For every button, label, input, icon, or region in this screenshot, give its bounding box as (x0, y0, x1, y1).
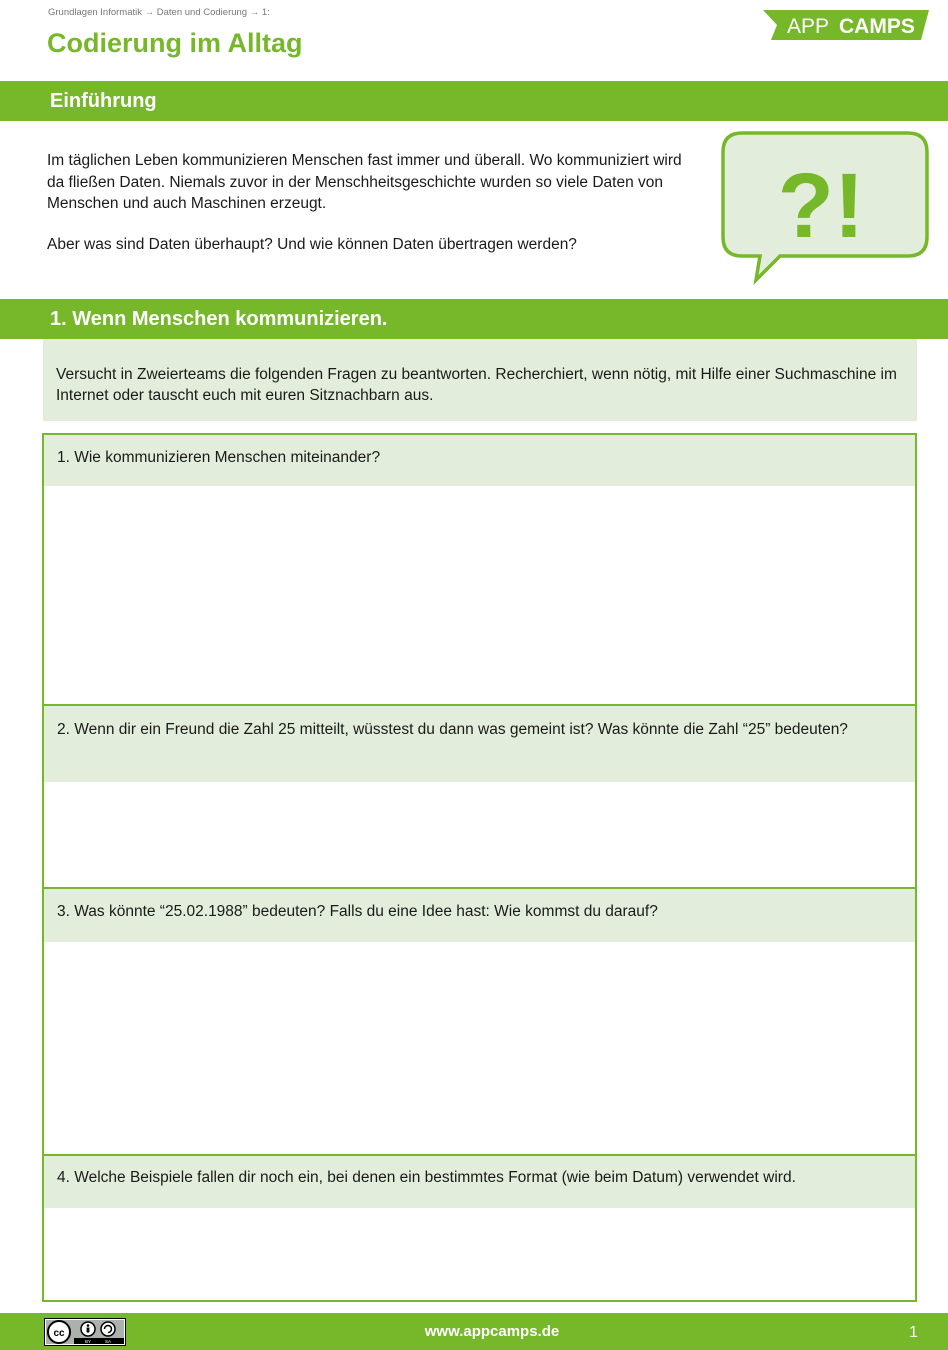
question-block (44, 887, 915, 1154)
website-link[interactable]: www.appcamps.de (424, 1323, 560, 1340)
question-block (44, 704, 915, 887)
question-3: 3. Was könnte “25.02.1988” bedeuten? Falls du eine Idee hast: Wie kommst du darauf? (44, 889, 915, 942)
appcamps-logo (763, 10, 929, 40)
intro-question: Aber was sind Daten überhaupt? Und wie können Daten übertragen werden? (47, 235, 577, 253)
intro-heading: Einführung (50, 90, 157, 112)
section-1-header (0, 299, 948, 339)
task-instructions: Versucht in Zweierteams die folgenden Fragen zu beantworten. Recherchiert, wenn nötig, mit Hilfe einer Suchmaschine im Internet oder tauscht euch mit euren Sitznachbarn aus. (43, 339, 917, 421)
svg-text:?!: ?! (777, 155, 865, 257)
breadcrumb: Grundlagen Informatik → Daten und Codierung → 1: (48, 7, 270, 18)
question-block (44, 435, 915, 704)
question-block (44, 1154, 915, 1300)
speech-bubble-icon (720, 130, 930, 286)
section-1-heading: 1. Wenn Menschen kommunizieren. (50, 308, 388, 330)
svg-text:CAMPS: CAMPS (839, 15, 915, 38)
svg-text:SA: SA (104, 1339, 112, 1344)
question-2: 2. Wenn dir ein Freund die Zahl 25 mitteilt, wüsstest du dann was gemeint ist? Was könnte die Zahl “25” bedeuten? (44, 706, 915, 782)
svg-text:APP: APP (787, 15, 830, 38)
intro-section-header (0, 81, 948, 121)
question-4: 4. Welche Beispiele fallen dir noch ein, bei denen ein bestimmtes Format (wie beim Datum) verwendet wird. (44, 1156, 915, 1208)
intro-text (47, 150, 697, 255)
page-title: Codierung im Alltag (47, 28, 303, 58)
svg-text:BY: BY (84, 1339, 92, 1344)
question-table (42, 433, 917, 1302)
intro-paragraph: Im täglichen Leben kommunizieren Menschen fast immer und überall. Wo kommuniziert wird da fließen Daten. Niemals zuvor in der Menschheitsgeschichte wurden so viele Daten von Menschen und auch Maschinen erzeugt. (47, 152, 682, 212)
page-number: 1 (909, 1324, 918, 1341)
svg-text:cc: cc (53, 1328, 65, 1339)
footer (0, 1313, 948, 1350)
question-1: 1. Wie kommunizieren Menschen miteinander? (44, 435, 915, 486)
